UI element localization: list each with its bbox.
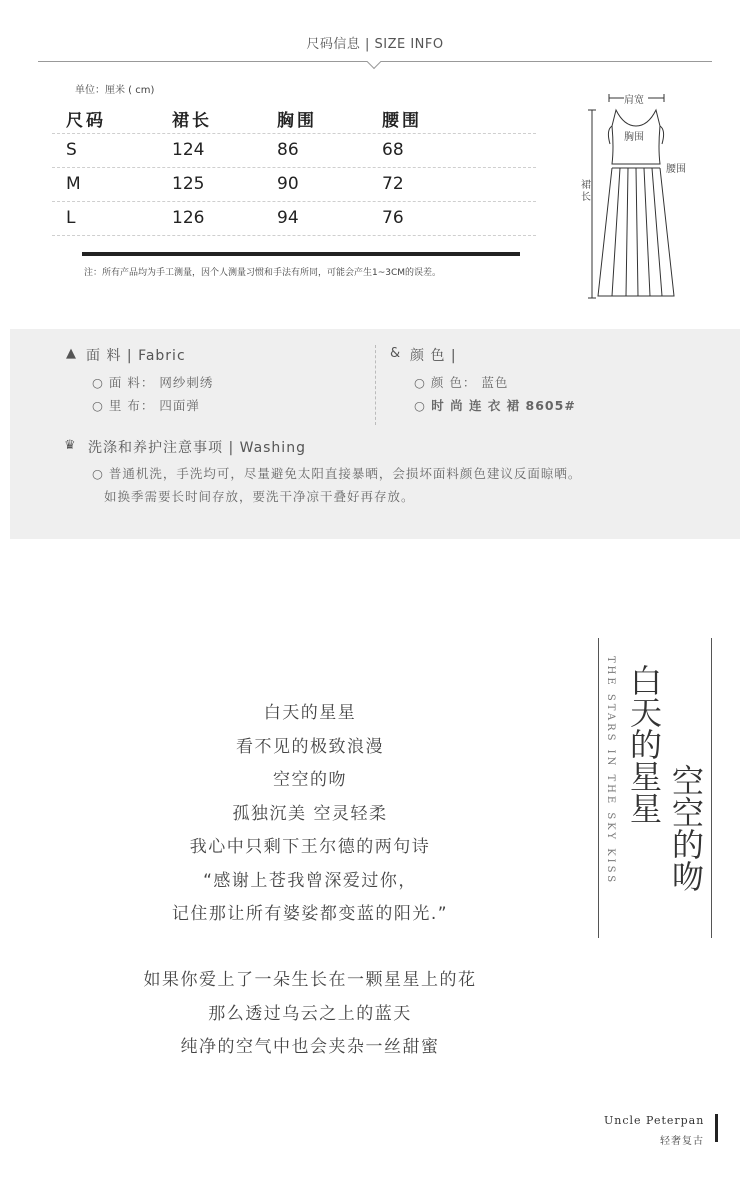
- palette-icon: &: [390, 346, 401, 361]
- fabric-item: ○ 面 料： 网纱刺绣: [92, 375, 214, 390]
- poem-line: 空空的吻: [273, 770, 347, 790]
- header-divider-notch: [367, 55, 381, 69]
- table-cell: M: [66, 174, 81, 194]
- color-title: 颜 色 |: [410, 348, 457, 364]
- poem-line: 纯净的空气中也会夹杂一丝甜蜜: [180, 1037, 440, 1057]
- side-title-en: THE STARS IN THE SKY KISS: [605, 656, 616, 886]
- color-item-text: 颜 色： 蓝色: [430, 375, 509, 390]
- header-length: 裙长: [172, 111, 212, 131]
- lining-item: ○ 里 布： 四面弹: [92, 398, 200, 413]
- table-cell: 86: [277, 140, 299, 160]
- color-item: ○ 颜 色： 蓝色: [414, 375, 509, 390]
- washing-line-2: 如换季需要长时间存放，要洗干净凉干叠好再存放。: [104, 489, 415, 504]
- poem-line: 记住那让所有婆娑都变蓝的阳光.”: [171, 904, 449, 924]
- style-item-text: 时 尚 连 衣 裙 8605#: [431, 398, 576, 413]
- table-bottom-rule: [82, 252, 520, 256]
- side-title-line-1: 白天的星星: [625, 664, 663, 824]
- fabric-item-text: 面 料： 网纱刺绣: [108, 375, 214, 390]
- waist-label: 腰围: [666, 164, 686, 175]
- table-cell: 68: [382, 140, 404, 160]
- side-title-line-2: 空空的吻: [667, 764, 705, 892]
- table-cell: 76: [382, 208, 404, 228]
- dress-outline-icon: [576, 86, 696, 306]
- washing-text-1: 普通机洗，手洗均可，尽量避免太阳直接暴晒，会损坏面料颜色建议反面晾晒。: [108, 466, 582, 481]
- brand-bar: [715, 1114, 718, 1142]
- section-title: 尺码信息 | SIZE INFO: [306, 37, 444, 52]
- table-cell: 124: [172, 140, 205, 160]
- unit-label: 单位：厘米 ( cm): [75, 85, 155, 96]
- poem-line: 孤独沉美 空灵轻柔: [232, 804, 388, 824]
- title-rule-left: [598, 638, 599, 938]
- dress-icon: ▲: [66, 346, 76, 361]
- style-item: ○ 时 尚 连 衣 裙 8605#: [414, 398, 576, 413]
- poem-line: “感谢上苍我曾深爱过你，: [203, 871, 417, 891]
- brand-tagline: 轻奢复古: [660, 1136, 704, 1147]
- poem-line: 我心中只剩下王尔德的两句诗: [189, 837, 431, 857]
- bust-label: 胸围: [624, 132, 644, 143]
- header-bust: 胸围: [277, 111, 317, 131]
- table-row: [52, 202, 536, 236]
- panel-divider: [375, 345, 376, 425]
- table-cell: L: [66, 208, 76, 228]
- poem-line: 如果你爱上了一朵生长在一颗星星上的花: [143, 970, 477, 990]
- table-cell: 94: [277, 208, 299, 228]
- size-table: [52, 100, 536, 236]
- table-header-row: [52, 100, 536, 134]
- table-cell: S: [66, 140, 77, 160]
- table-cell: 72: [382, 174, 404, 194]
- header-size: 尺码: [66, 111, 106, 131]
- crown-icon: ♛: [64, 438, 76, 453]
- poem-line: 那么透过乌云之上的蓝天: [208, 1004, 412, 1024]
- washing-line-1: ○ 普通机洗，手洗均可，尽量避免太阳直接暴晒，会损坏面料颜色建议反面晾晒。: [92, 466, 582, 481]
- measurement-note: 注：所有产品均为手工测量，因个人测量习惯和手法有所同，可能会产生1~3CM的误差。: [84, 268, 442, 278]
- shoulder-label: 肩宽: [624, 95, 644, 106]
- washing-title: 洗涤和养护注意事项 | Washing: [88, 440, 306, 456]
- lining-item-text: 里 布： 四面弹: [108, 398, 200, 413]
- length-label: 裙长: [581, 180, 591, 203]
- table-row: [52, 168, 536, 202]
- title-rule-right: [711, 638, 712, 938]
- poem-line: 白天的星星: [263, 703, 357, 723]
- table-cell: 126: [172, 208, 205, 228]
- dress-diagram: [576, 86, 696, 306]
- fabric-title: 面 料 | Fabric: [86, 348, 186, 364]
- brand-name: Uncle Peterpan: [604, 1114, 705, 1127]
- table-cell: 90: [277, 174, 299, 194]
- table-cell: 125: [172, 174, 205, 194]
- table-row: [52, 134, 536, 168]
- poem-line: 看不见的极致浪漫: [236, 737, 384, 757]
- header-waist: 腰围: [382, 111, 422, 131]
